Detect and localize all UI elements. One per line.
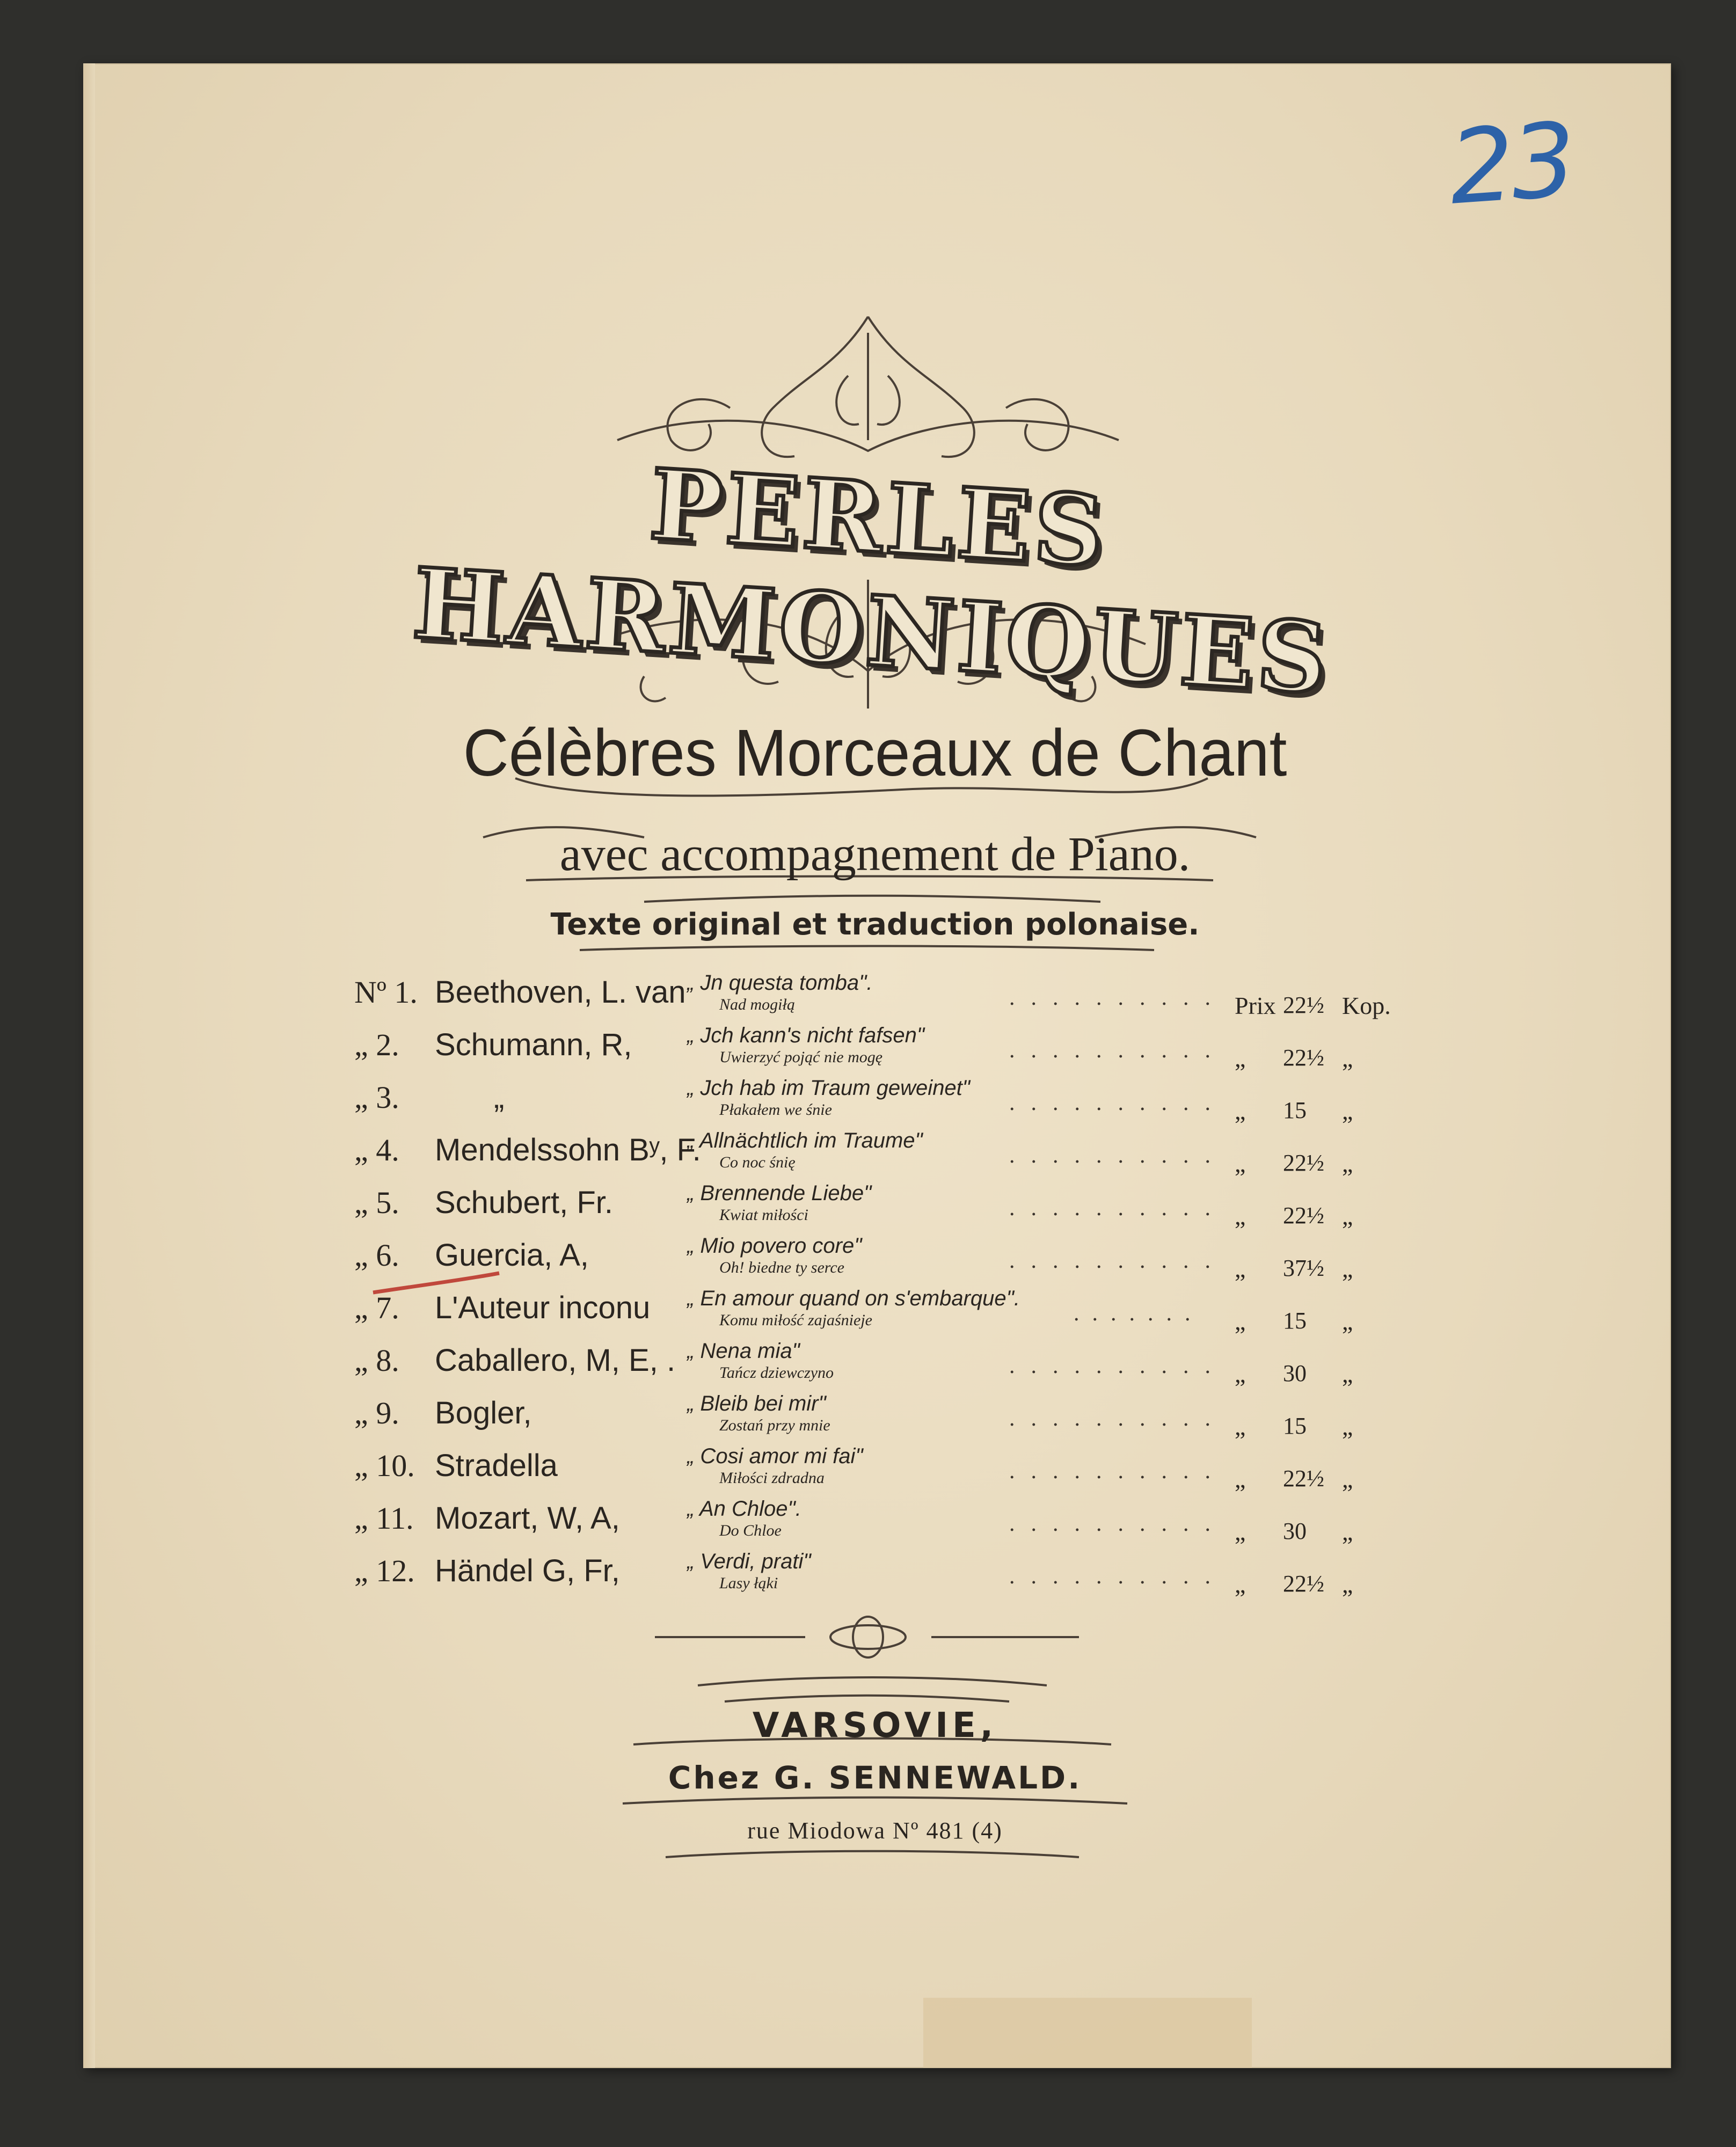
item-polish-title: Oh! biedne ty serce [719,1259,844,1276]
item-price: 22½ [1283,1202,1324,1229]
publisher-name: Chez G. SENNEWALD. [668,1759,1082,1796]
leader-dots: .......... [1009,1511,1227,1536]
item-composer: Mozart, W, A, [435,1501,620,1536]
handwritten-number: 23 [1445,100,1577,228]
item-price: 37½ [1283,1255,1324,1281]
publisher-city: VARSOVIE, [752,1706,998,1746]
item-polish-title: Tańcz dziewczyno [719,1364,834,1382]
publisher-address: rue Miodowa Nº 481 (4) [747,1817,1003,1844]
item-price: 22½ [1283,992,1324,1018]
item-price-suffix: „ [1342,1097,1353,1124]
item-polish-title: Co noc śnię [719,1153,796,1171]
item-polish-title: Nad mogiłą [719,996,795,1013]
item-price-suffix: „ [1342,1413,1353,1440]
item-price: 22½ [1283,1571,1324,1597]
item-number: „ 7. [354,1290,399,1325]
item-polish-title: Płakałem we śnie [719,1101,832,1119]
item-number: „ 3. [354,1080,399,1115]
list-item [354,1024,1428,1079]
leader-dots: .......... [1009,1248,1227,1273]
subtitle: Célèbres Morceaux de Chant [463,715,1287,791]
leader-dots: .......... [1009,1143,1227,1168]
item-title: „ Brennende Liebe" [687,1181,872,1205]
item-title: „ Bleib bei mir" [687,1392,826,1415]
item-price: 30 [1283,1360,1307,1386]
item-price: 22½ [1283,1045,1324,1071]
item-polish-title: Zostań przy mnie [719,1416,830,1434]
leader-dots: .......... [1009,1038,1227,1063]
item-polish-title: Do Chloe [719,1522,782,1539]
item-composer: Mendelssohn Bʸ, F. [435,1133,701,1167]
list-item [354,1444,1428,1500]
item-polish-title: Uwierzyć pojąć nie mogę [719,1048,883,1066]
item-polish-title: Miłości zdradna [719,1469,825,1487]
leader-dots: .......... [1009,1196,1227,1221]
item-composer: Caballero, M, E, . [435,1343,676,1378]
item-price: 22½ [1283,1150,1324,1176]
list-item [354,1392,1428,1448]
item-number: „ 10. [354,1448,415,1483]
item-price-prefix: „ [1235,1045,1246,1072]
list-item [354,1497,1428,1553]
item-price: 22½ [1283,1465,1324,1492]
item-title: „ En amour quand on s'embarque". [687,1287,1020,1310]
item-price-prefix: „ [1235,1465,1246,1493]
item-price-suffix: „ [1342,1571,1353,1598]
subtitle-translation: Texte original et traduction polonaise. [550,907,1200,942]
list-item [354,1550,1428,1605]
item-price: 15 [1283,1413,1307,1439]
item-price-prefix: „ [1235,1413,1246,1440]
leader-dots: .......... [1009,1354,1227,1378]
item-price-prefix: „ [1235,1518,1246,1545]
item-composer: Stradella [435,1448,558,1483]
item-composer: Händel G, Fr, [435,1553,620,1588]
item-price: 30 [1283,1518,1307,1544]
leader-dots: .......... [1009,1459,1227,1484]
list-item [354,1234,1428,1290]
leader-dots: .......... [1009,1406,1227,1431]
item-number: „ 9. [354,1396,399,1430]
list-item [354,1339,1428,1395]
item-number: „ 6. [354,1238,399,1273]
item-composer: Beethoven, L. van [435,975,686,1010]
item-price-prefix: „ [1235,1150,1246,1177]
item-number: „ 8. [354,1343,399,1378]
item-composer: „ [494,1080,505,1115]
item-composer: Guercia, A, [435,1238,589,1273]
item-price-suffix: „ [1342,1255,1353,1282]
item-polish-title: Kwiat miłości [719,1206,808,1224]
leader-dots: .......... [1009,985,1227,1010]
item-price-suffix: „ [1342,1308,1353,1335]
item-title: „ Cosi amor mi fai" [687,1444,863,1468]
item-number: „ 2. [354,1027,399,1062]
item-title: „ An Chloe". [687,1497,801,1521]
item-price-suffix: „ [1342,1360,1353,1387]
item-number: „ 5. [354,1185,399,1220]
item-title: „ Mio povero core" [687,1234,862,1258]
item-price-suffix: „ [1342,1045,1353,1072]
item-price: 15 [1283,1097,1307,1123]
item-price-suffix: „ [1342,1465,1353,1493]
item-composer: Bogler, [435,1396,532,1430]
item-price-prefix: „ [1235,1308,1246,1335]
item-price-prefix: „ [1235,1097,1246,1124]
item-number: Nº 1. [354,975,418,1010]
list-item [354,1181,1428,1237]
item-title: „ Jn questa tomba". [687,971,873,995]
item-title: „ Allnächtlich im Traume" [687,1129,923,1152]
item-composer: Schubert, Fr. [435,1185,614,1220]
item-price-prefix: Prix [1235,992,1276,1019]
item-price-prefix: „ [1235,1360,1246,1387]
item-composer: L'Auteur inconu [435,1290,651,1325]
leader-dots: .......... [1009,1091,1227,1115]
leader-dots: ....... [1074,1301,1203,1326]
item-number: „ 11. [354,1501,414,1536]
item-number: „ 4. [354,1133,399,1167]
list-item [354,1129,1428,1185]
item-composer: Schumann, R, [435,1027,632,1062]
item-price-prefix: „ [1235,1202,1246,1230]
item-title: „ Nena mia" [687,1339,800,1363]
item-price-prefix: „ [1235,1255,1246,1282]
item-price: 15 [1283,1308,1307,1334]
list-item [354,1076,1428,1132]
main-title: PERLES HARMONIQUES [410,448,1333,716]
item-price-suffix: „ [1342,1150,1353,1177]
item-title: „ Jch hab im Traum geweinet" [687,1076,970,1100]
subtitle-accompaniment: avec accompagnement de Piano. [559,828,1191,881]
list-item [354,1287,1428,1342]
item-title: „ Verdi, prati" [687,1550,811,1573]
item-polish-title: Lasy łąki [719,1574,778,1592]
item-price-suffix: „ [1342,1202,1353,1230]
item-polish-title: Komu miłość zajaśnieje [719,1311,872,1329]
leader-dots: .......... [1009,1564,1227,1589]
item-price-suffix: Kop. [1342,992,1391,1019]
list-item [354,971,1428,1027]
item-price-suffix: „ [1342,1518,1353,1545]
item-price-prefix: „ [1235,1571,1246,1598]
item-title: „ Jch kann's nicht fafsen" [687,1024,925,1047]
item-number: „ 12. [354,1553,415,1588]
